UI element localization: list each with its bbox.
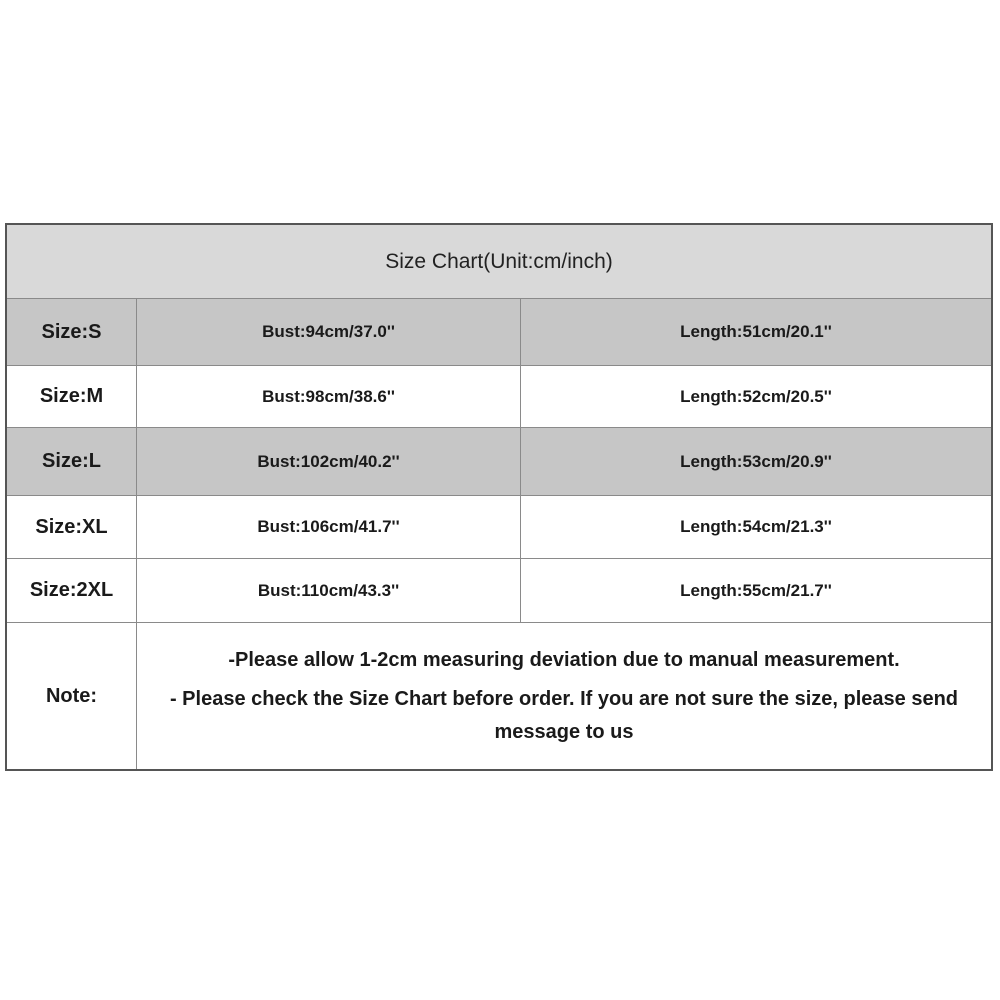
chart-title-row — [7, 225, 991, 299]
size-chart-table — [5, 223, 993, 771]
note-line-deviation: -Please allow 1-2cm measuring deviation due to manual measurement. — [228, 648, 900, 671]
size-cell: Size:XL — [7, 496, 137, 558]
note-line-check-chart: - Please check the Size Chart before order. If you are not sure the size, please send message to us — [169, 687, 959, 743]
chart-title: Size Chart(Unit:cm/inch) — [385, 249, 613, 273]
size-cell: Size:S — [7, 299, 137, 365]
length-cell: Length:54cm/21.3'' — [680, 517, 832, 536]
length-cell: Length:55cm/21.7'' — [680, 580, 832, 600]
length-cell: Length:53cm/20.9'' — [680, 451, 832, 471]
bust-cell: Bust:102cm/40.2'' — [137, 428, 521, 495]
bust-cell: Bust:106cm/41.7'' — [137, 496, 521, 558]
size-cell: Size:2XL — [7, 559, 137, 622]
table-row — [7, 299, 991, 366]
note-body — [137, 623, 991, 769]
bust-cell: Bust:98cm/38.6'' — [137, 366, 521, 427]
table-row — [7, 496, 991, 559]
length-cell: Length:51cm/20.1'' — [680, 322, 832, 341]
table-row — [7, 366, 991, 428]
table-row — [7, 428, 991, 496]
note-label: Note: — [7, 623, 137, 769]
table-row — [7, 559, 991, 623]
size-cell: Size:L — [7, 428, 137, 495]
size-cell: Size:M — [7, 366, 137, 427]
length-cell: Length:52cm/20.5'' — [680, 386, 832, 406]
bust-cell: Bust:94cm/37.0'' — [137, 299, 521, 365]
note-row — [7, 623, 991, 769]
bust-cell: Bust:110cm/43.3'' — [137, 559, 521, 622]
